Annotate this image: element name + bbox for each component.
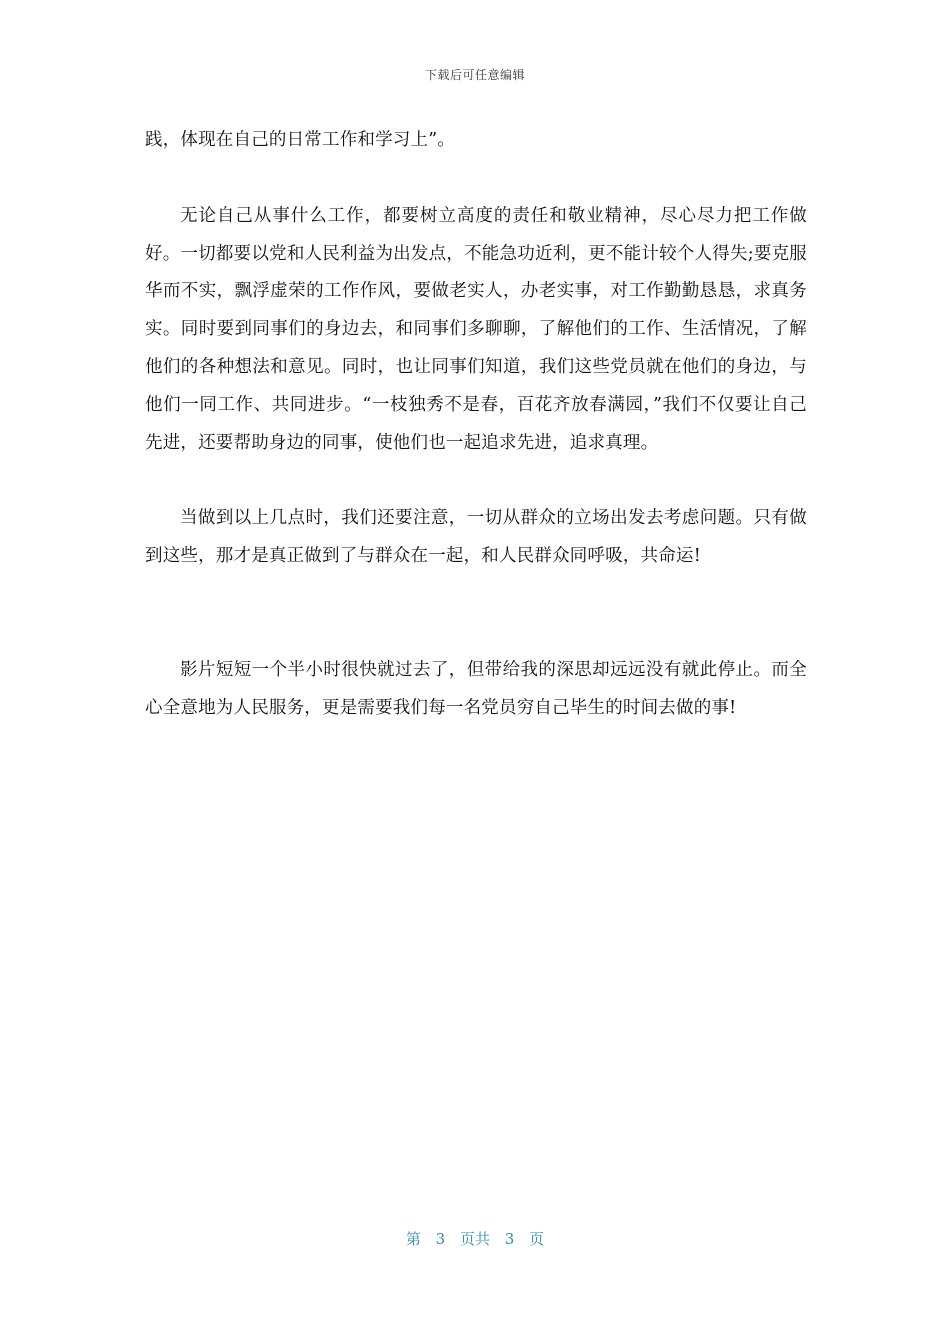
paragraph-responsibility: 无论自己从事什么工作，都要树立高度的责任和敬业精神，尽心尽力把工作做好。一切都要以党和人民利益为出发点，不能急功近利，更不能计较个人得失;要克服华而不实，飘浮虚荣的工作作风，要做老实人，办老实事，对工作勤勤恳恳，求真务实。同时要到同事们的身边去，和同事们多聊聊，了解他们的工作、生活情况，了解他们的各种想法和意见。同时，也让同事们知道，我们这些党员就在他们的身边，与他们一同工作、共同进步。“一枝独秀不是春，百花齐放春满园，”我们不仅要让自己先进，还要帮助身边的同事，使他们也一起追求先进，追求真理。 (145, 205, 807, 453)
page-footer (0, 1228, 950, 1249)
paragraph-conclusion: 影片短短一个半小时很快就过去了，但带给我的深思却远远没有就此停止。而全心全意地为人民服务，更是需要我们每一名党员穷自己毕生的时间去做的事! (145, 659, 807, 718)
footer-label-page: 第 (405, 1230, 421, 1248)
footer-label-end: 页 (529, 1230, 545, 1248)
paragraph-continuation: 践，体现在自己的日常工作和学习上”。 (145, 130, 456, 150)
footer-label-of: 页共 (459, 1230, 490, 1248)
footer-total-pages: 3 (504, 1230, 515, 1248)
page-header: 下载后可任意编辑 (424, 68, 525, 82)
document-body (145, 122, 807, 728)
paragraph-masses: 当做到以上几点时，我们还要注意，一切从群众的立场出发去考虑问题。只有做到这些，那才是真正做到了与群众在一起，和人民群众同呼吸，共命运! (145, 508, 807, 567)
footer-current-page: 3 (435, 1230, 446, 1248)
